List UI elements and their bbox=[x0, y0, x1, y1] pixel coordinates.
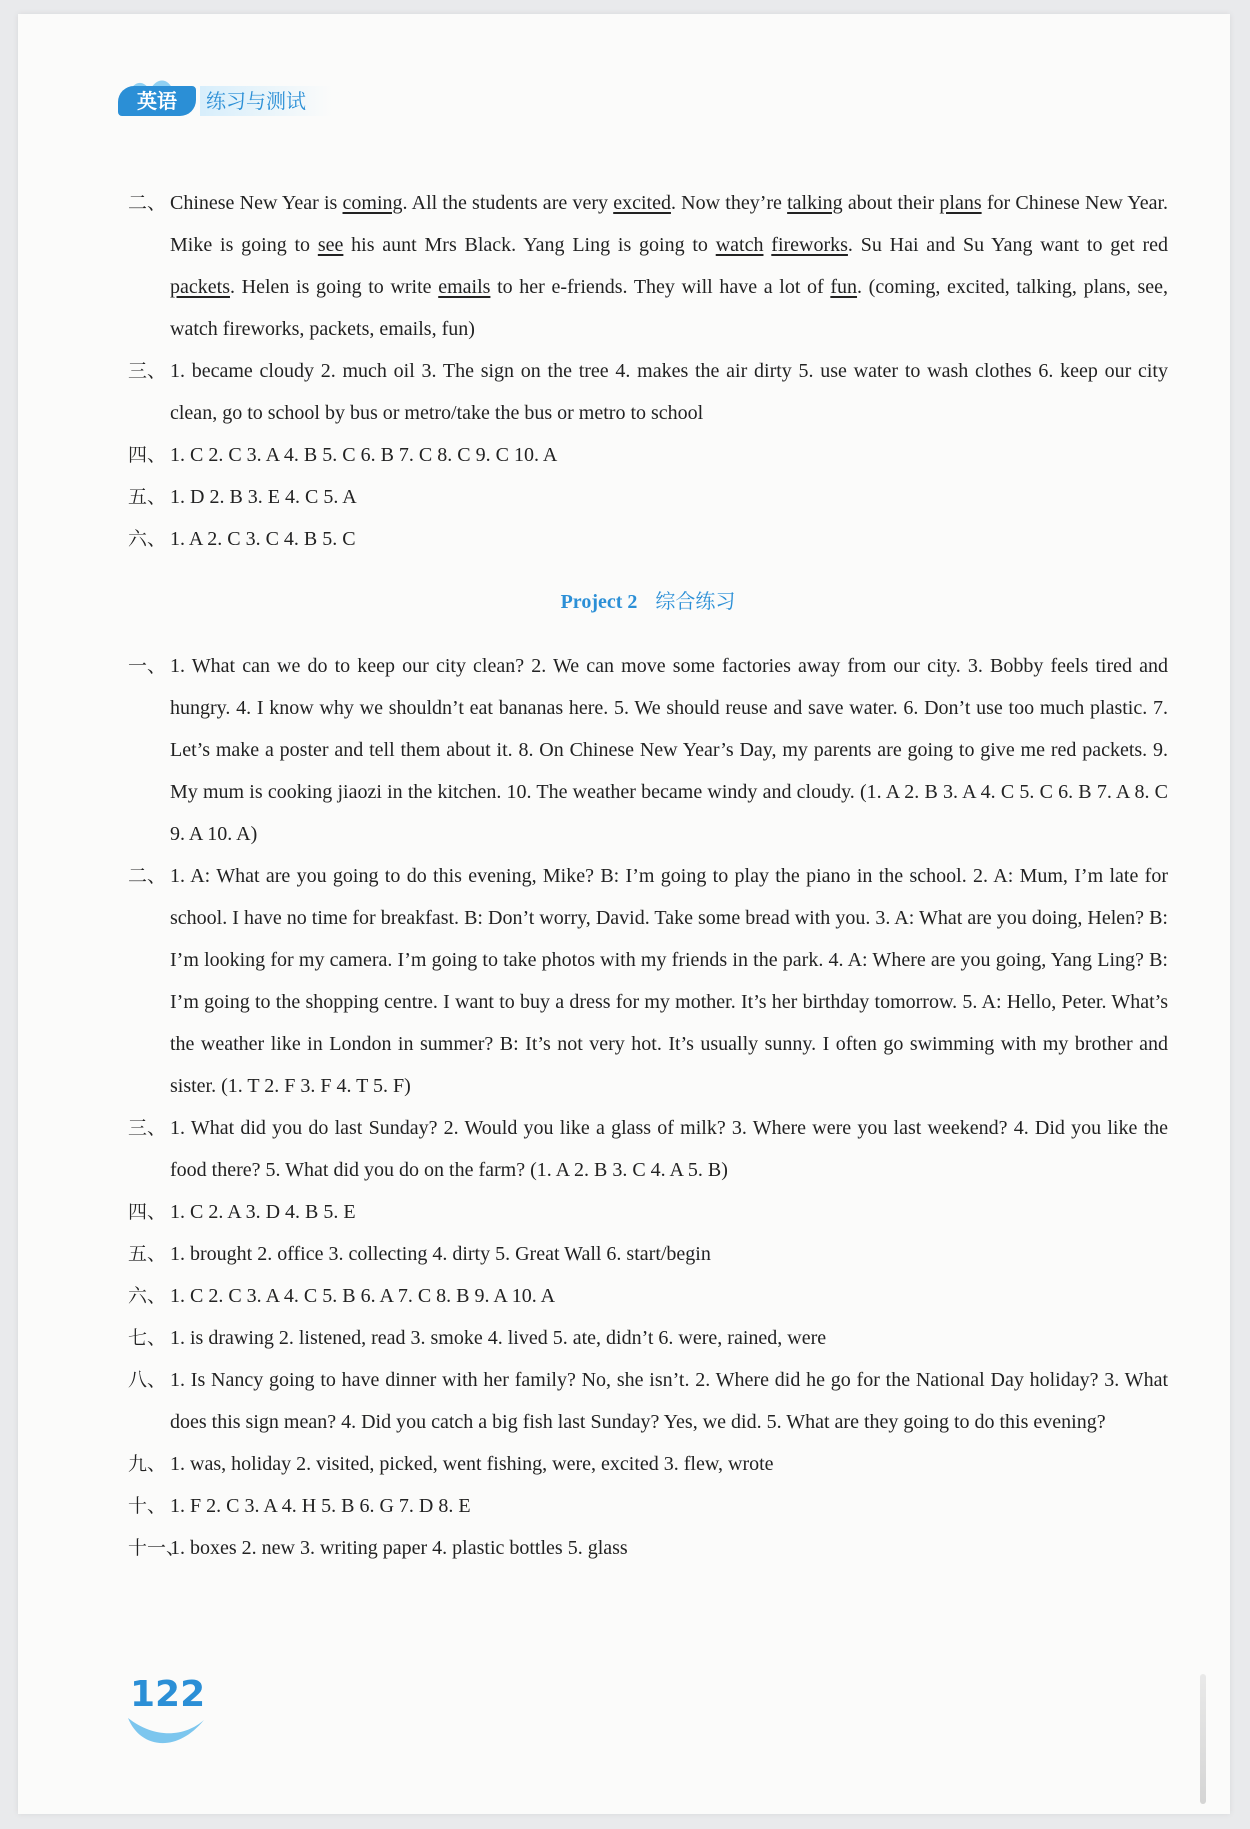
answer-section-7 bbox=[128, 1317, 1168, 1359]
cloze-passage bbox=[170, 192, 1168, 340]
passage-text: about their bbox=[842, 192, 940, 214]
answer-section-9 bbox=[128, 1443, 1168, 1485]
section-text: 1. What can we do to keep our city clean? 2. We can move some factories away from our city. 3. Bobby feels tired and hungry. 4. I know why we shouldn’t eat bananas here. 5. We should reuse and save water. 6. Don’t use too much plastic. 7. Let’s make a poster and tell them about it. 8. On Chinese New Year’s Day, my parents are going to give me red packets. 9. My mum is cooking jiaozi in the kitchen. 10. The weather became windy and cloudy. (1. A 2. B 3. A 4. C 5. C 6. B 7. A 8. C 9. A 10. A) bbox=[170, 655, 1168, 845]
answer-section-2 bbox=[128, 855, 1168, 1107]
passage-text: . (coming, excited, talking, plans, see, watch fireworks, packets, emails, fun) bbox=[170, 276, 1168, 340]
answer-section-10 bbox=[128, 1485, 1168, 1527]
passage-text: . Now they’re bbox=[670, 192, 788, 214]
underlined-answer: fun bbox=[830, 276, 858, 298]
section-text: 1. A: What are you going to do this evening, Mike? B: I’m going to play the piano in the school. 2. A: Mum, I’m late for school. I have no time for breakfast. B: Don’t worry, David. Take some bread with you. 3. A: What are you doing, Helen? B: I’m looking for my camera. I’m going to take photos with my friends in the park. 4. A: Where are you going, Yang Ling? B: I’m going to the shopping centre. I want to buy a dress for my mother. It’s her birthday tomorrow. 5. A: Hello, Peter. What’s the weather like in London in summer? B: It’s not very hot. It’s usually sunny. I often go swimming with my brother and sister. (1. T 2. F 3. F 4. T 5. F) bbox=[170, 865, 1168, 1097]
prev-section-3 bbox=[128, 350, 1168, 434]
section-label: 五、 bbox=[128, 486, 167, 508]
section-text: 1. C 2. C 3. A 4. B 5. C 6. B 7. C 8. C 9. C 10. A bbox=[170, 444, 558, 466]
section-text: 1. boxes 2. new 3. writing paper 4. plastic bottles 5. glass bbox=[170, 1537, 628, 1559]
section-text: 1. F 2. C 3. A 4. H 5. B 6. G 7. D 8. E bbox=[170, 1495, 471, 1517]
section-text: 1. A 2. C 3. C 4. B 5. C bbox=[170, 528, 356, 550]
passage-text: Chinese New Year is bbox=[170, 192, 343, 214]
passage-text: . Helen is going to write bbox=[229, 276, 439, 298]
section-label: 一、 bbox=[128, 655, 167, 677]
passage-text: . All the students are very bbox=[402, 192, 614, 214]
section-text: 1. became cloudy 2. much oil 3. The sign on the tree 4. makes the air dirty 5. use water to wash clothes 6. keep our city clean, go to school by bus or metro/take the bus or metro to school bbox=[170, 360, 1168, 424]
answer-section-8 bbox=[128, 1359, 1168, 1443]
section-text: 1. was, holiday 2. visited, picked, went fishing, were, excited 3. flew, wrote bbox=[170, 1453, 774, 1475]
passage-text: for Chinese New Year. Mike is going to bbox=[170, 192, 1169, 256]
section-label: 三、 bbox=[128, 1117, 167, 1139]
section-label: 六、 bbox=[128, 1285, 167, 1307]
section-label: 四、 bbox=[128, 444, 167, 466]
prev-section-6 bbox=[128, 518, 1168, 560]
underlined-answer: plans bbox=[939, 192, 982, 214]
page-edge bbox=[1200, 1674, 1206, 1804]
answer-section-5 bbox=[128, 1233, 1168, 1275]
answer-section-11 bbox=[128, 1527, 1168, 1569]
answer-section-1 bbox=[128, 645, 1168, 855]
underlined-answer: see bbox=[317, 234, 344, 256]
section-label: 四、 bbox=[128, 1201, 167, 1223]
section-text: 1. C 2. A 3. D 4. B 5. E bbox=[170, 1201, 356, 1223]
section-label: 六、 bbox=[128, 528, 167, 550]
answer-section-3 bbox=[128, 1107, 1168, 1191]
section-text: 1. brought 2. office 3. collecting 4. dirty 5. Great Wall 6. start/begin bbox=[170, 1243, 711, 1265]
answer-section-4 bbox=[128, 1191, 1168, 1233]
section-label: 二、 bbox=[128, 865, 167, 887]
page bbox=[18, 14, 1230, 1814]
subject-tab: 英语 bbox=[118, 86, 196, 116]
prev-section-2 bbox=[128, 182, 1168, 350]
section-label: 五、 bbox=[128, 1243, 167, 1265]
prev-section-4 bbox=[128, 434, 1168, 476]
page-header bbox=[118, 76, 358, 124]
underlined-answer: packets bbox=[170, 276, 230, 298]
section-label: 二、 bbox=[128, 192, 167, 214]
prev-section-5 bbox=[128, 476, 1168, 518]
section-label: 十、 bbox=[128, 1495, 167, 1517]
section-text: 1. What did you do last Sunday? 2. Would you like a glass of milk? 3. Where were you last weekend? 4. Did you like the food there? 5. What did you do on the farm? (1. A 2. B 3. C 4. A 5. B) bbox=[170, 1117, 1168, 1181]
page-number: 122 bbox=[130, 1674, 206, 1715]
passage-text: . Su Hai and Su Yang want to get red bbox=[847, 234, 1169, 256]
book-title: 练习与测试 bbox=[200, 86, 332, 116]
leaf-icon bbox=[126, 1714, 206, 1750]
passage-text: his aunt Mrs Black. Yang Ling is going to bbox=[343, 234, 716, 256]
project-heading bbox=[128, 580, 1168, 623]
section-label: 八、 bbox=[128, 1369, 167, 1391]
section-label: 九、 bbox=[128, 1453, 167, 1475]
section-text: 1. Is Nancy going to have dinner with her family? No, she isn’t. 2. Where did he go for the National Day holiday? 3. What does this sign mean? 4. Did you catch a big fish last Sunday? Yes, we did. 5. What are they going to do this evening? bbox=[170, 1369, 1168, 1433]
underlined-answer: watch bbox=[715, 234, 764, 256]
underlined-answer: coming bbox=[342, 192, 403, 214]
section-text: 1. is drawing 2. listened, read 3. smoke 4. lived 5. ate, didn’t 6. were, rained, were bbox=[170, 1327, 827, 1349]
project-subtitle: 综合练习 bbox=[655, 589, 736, 613]
underlined-answer: excited bbox=[613, 192, 671, 214]
answer-content bbox=[128, 182, 1168, 1569]
section-text: 1. C 2. C 3. A 4. C 5. B 6. A 7. C 8. B 9. A 10. A bbox=[170, 1285, 556, 1307]
underlined-answer: emails bbox=[438, 276, 491, 298]
section-text: 1. D 2. B 3. E 4. C 5. A bbox=[170, 486, 357, 508]
section-label: 七、 bbox=[128, 1327, 167, 1349]
passage-text: to her e-friends. They will have a lot of bbox=[490, 276, 831, 298]
section-label: 三、 bbox=[128, 360, 167, 382]
underlined-answer: talking bbox=[787, 192, 843, 214]
section-label: 十一、 bbox=[128, 1537, 186, 1559]
underlined-answer: fireworks bbox=[771, 234, 848, 256]
answer-section-6 bbox=[128, 1275, 1168, 1317]
project-title: Project 2 bbox=[560, 591, 638, 613]
